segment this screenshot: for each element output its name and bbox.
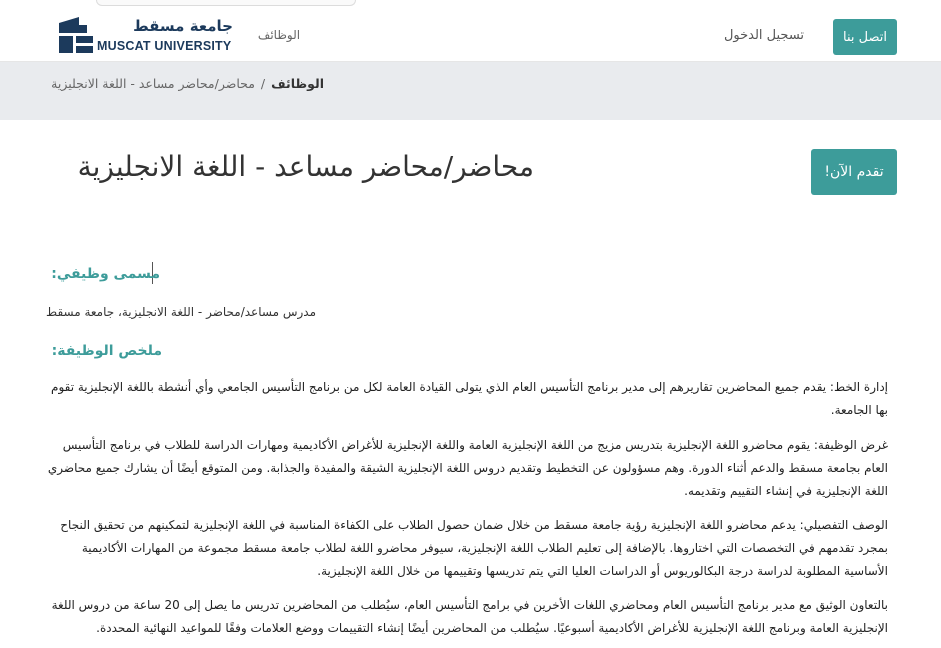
contact-us-button[interactable]: اتصل بنا [833, 19, 897, 55]
logo-english-text: MUSCAT UNIVERSITY [97, 39, 232, 53]
breadcrumb-band [0, 62, 941, 120]
logo-mark-icon [59, 17, 93, 53]
nav-jobs-link[interactable]: الوظائف [257, 28, 301, 42]
university-logo[interactable] [59, 17, 233, 55]
apply-now-button[interactable]: !تقدم الآن [811, 149, 897, 195]
summary-paragraph-detailed-description: الوصف التفصيلي: يدعم محاضرو اللغة الإنجليزية رؤية جامعة مسقط من خلال ضمان حصول الطلاب على الكفاءة المناسبة في اللغة الإنجليزية لتمكينهم من تحقيق النجاح بمجرد تقدمهم في التخصصات التي اختاروها. بالإضافة إلى تعليم الطلاب اللغة الإنجليزية، سيوفر محاضرو اللغة لطلاب جامعة مسقط مجموعة من المهارات الأكاديمية الأساسية المطلوبة لدراسة درجة البكالوريوس أو الدراسات العليا التي يتم تدريسها وتقييمها من خلال اللغة الإنجليزية. [60, 518, 888, 578]
browser-tab-strip [96, 0, 356, 6]
job-title-value: مدرس مساعد/محاضر - اللغة الانجليزية، جامعة مسقط [46, 305, 316, 319]
breadcrumb [40, 76, 324, 94]
breadcrumb-home-link[interactable]: الوظائف [271, 76, 324, 91]
breadcrumb-current: محاضر/محاضر مساعد - اللغة الانجليزية [51, 76, 255, 91]
job-summary-heading: ملخص الوظيفة: [51, 343, 162, 359]
breadcrumb-separator: / [260, 76, 266, 91]
summary-paragraph-line-management: إدارة الخط: يقدم جميع المحاضرين تقاريرهم إلى مدير برنامج التأسيس العام الذي يتولى القيادة العامة لكل من برنامج التأسيس الجامعي وأي أنشطة باللغة الإنجليزية تقوم بها الجامعة. [51, 380, 888, 417]
page-title: محاضر/محاضر مساعد - اللغة الانجليزية [77, 150, 534, 183]
summary-paragraph-job-purpose: غرض الوظيفة: يقوم محاضرو اللغة الإنجليزية بتدريس مزيج من اللغة الإنجليزية العامة واللغة الإنجليزية للأغراض الأكاديمية ومهارات الدراسة للطلاب في برنامج التأسيس العام بجامعة مسقط والدعم أثناء الدورة. وهم مسؤولون عن التخطيط وتقديم دروس اللغة الإنجليزية الشيقة والمفيدة والجذابة. ومن المتوقع أيضًا أن يشارك جميع محاضري اللغة الإنجليزية في إنشاء التقييم وتقديمه. [47, 438, 888, 498]
login-link[interactable]: تسجيل الدخول [723, 28, 805, 43]
site-header [0, 0, 941, 62]
job-title-heading: مسمى وظيفي: [51, 266, 160, 282]
logo-arabic-text: جامعة مسقط [133, 17, 233, 35]
summary-paragraph-collaboration: بالتعاون الوثيق مع مدير برنامج التأسيس العام ومحاضري اللغات الأخرين في برامج التأسيس العام، سيُطلب من المحاضرين تدريس ما يصل إلى 20 ساعة من دروس اللغة الإنجليزية العامة وبرنامج اللغة الإنجليزية للأغراض الأكاديمية أسبوعيًا. سيُطلب من المحاضرين أيضًا إنشاء التقييمات ووضع العلامات وفقًا للمواعيد النهائية المحددة. [51, 598, 888, 635]
